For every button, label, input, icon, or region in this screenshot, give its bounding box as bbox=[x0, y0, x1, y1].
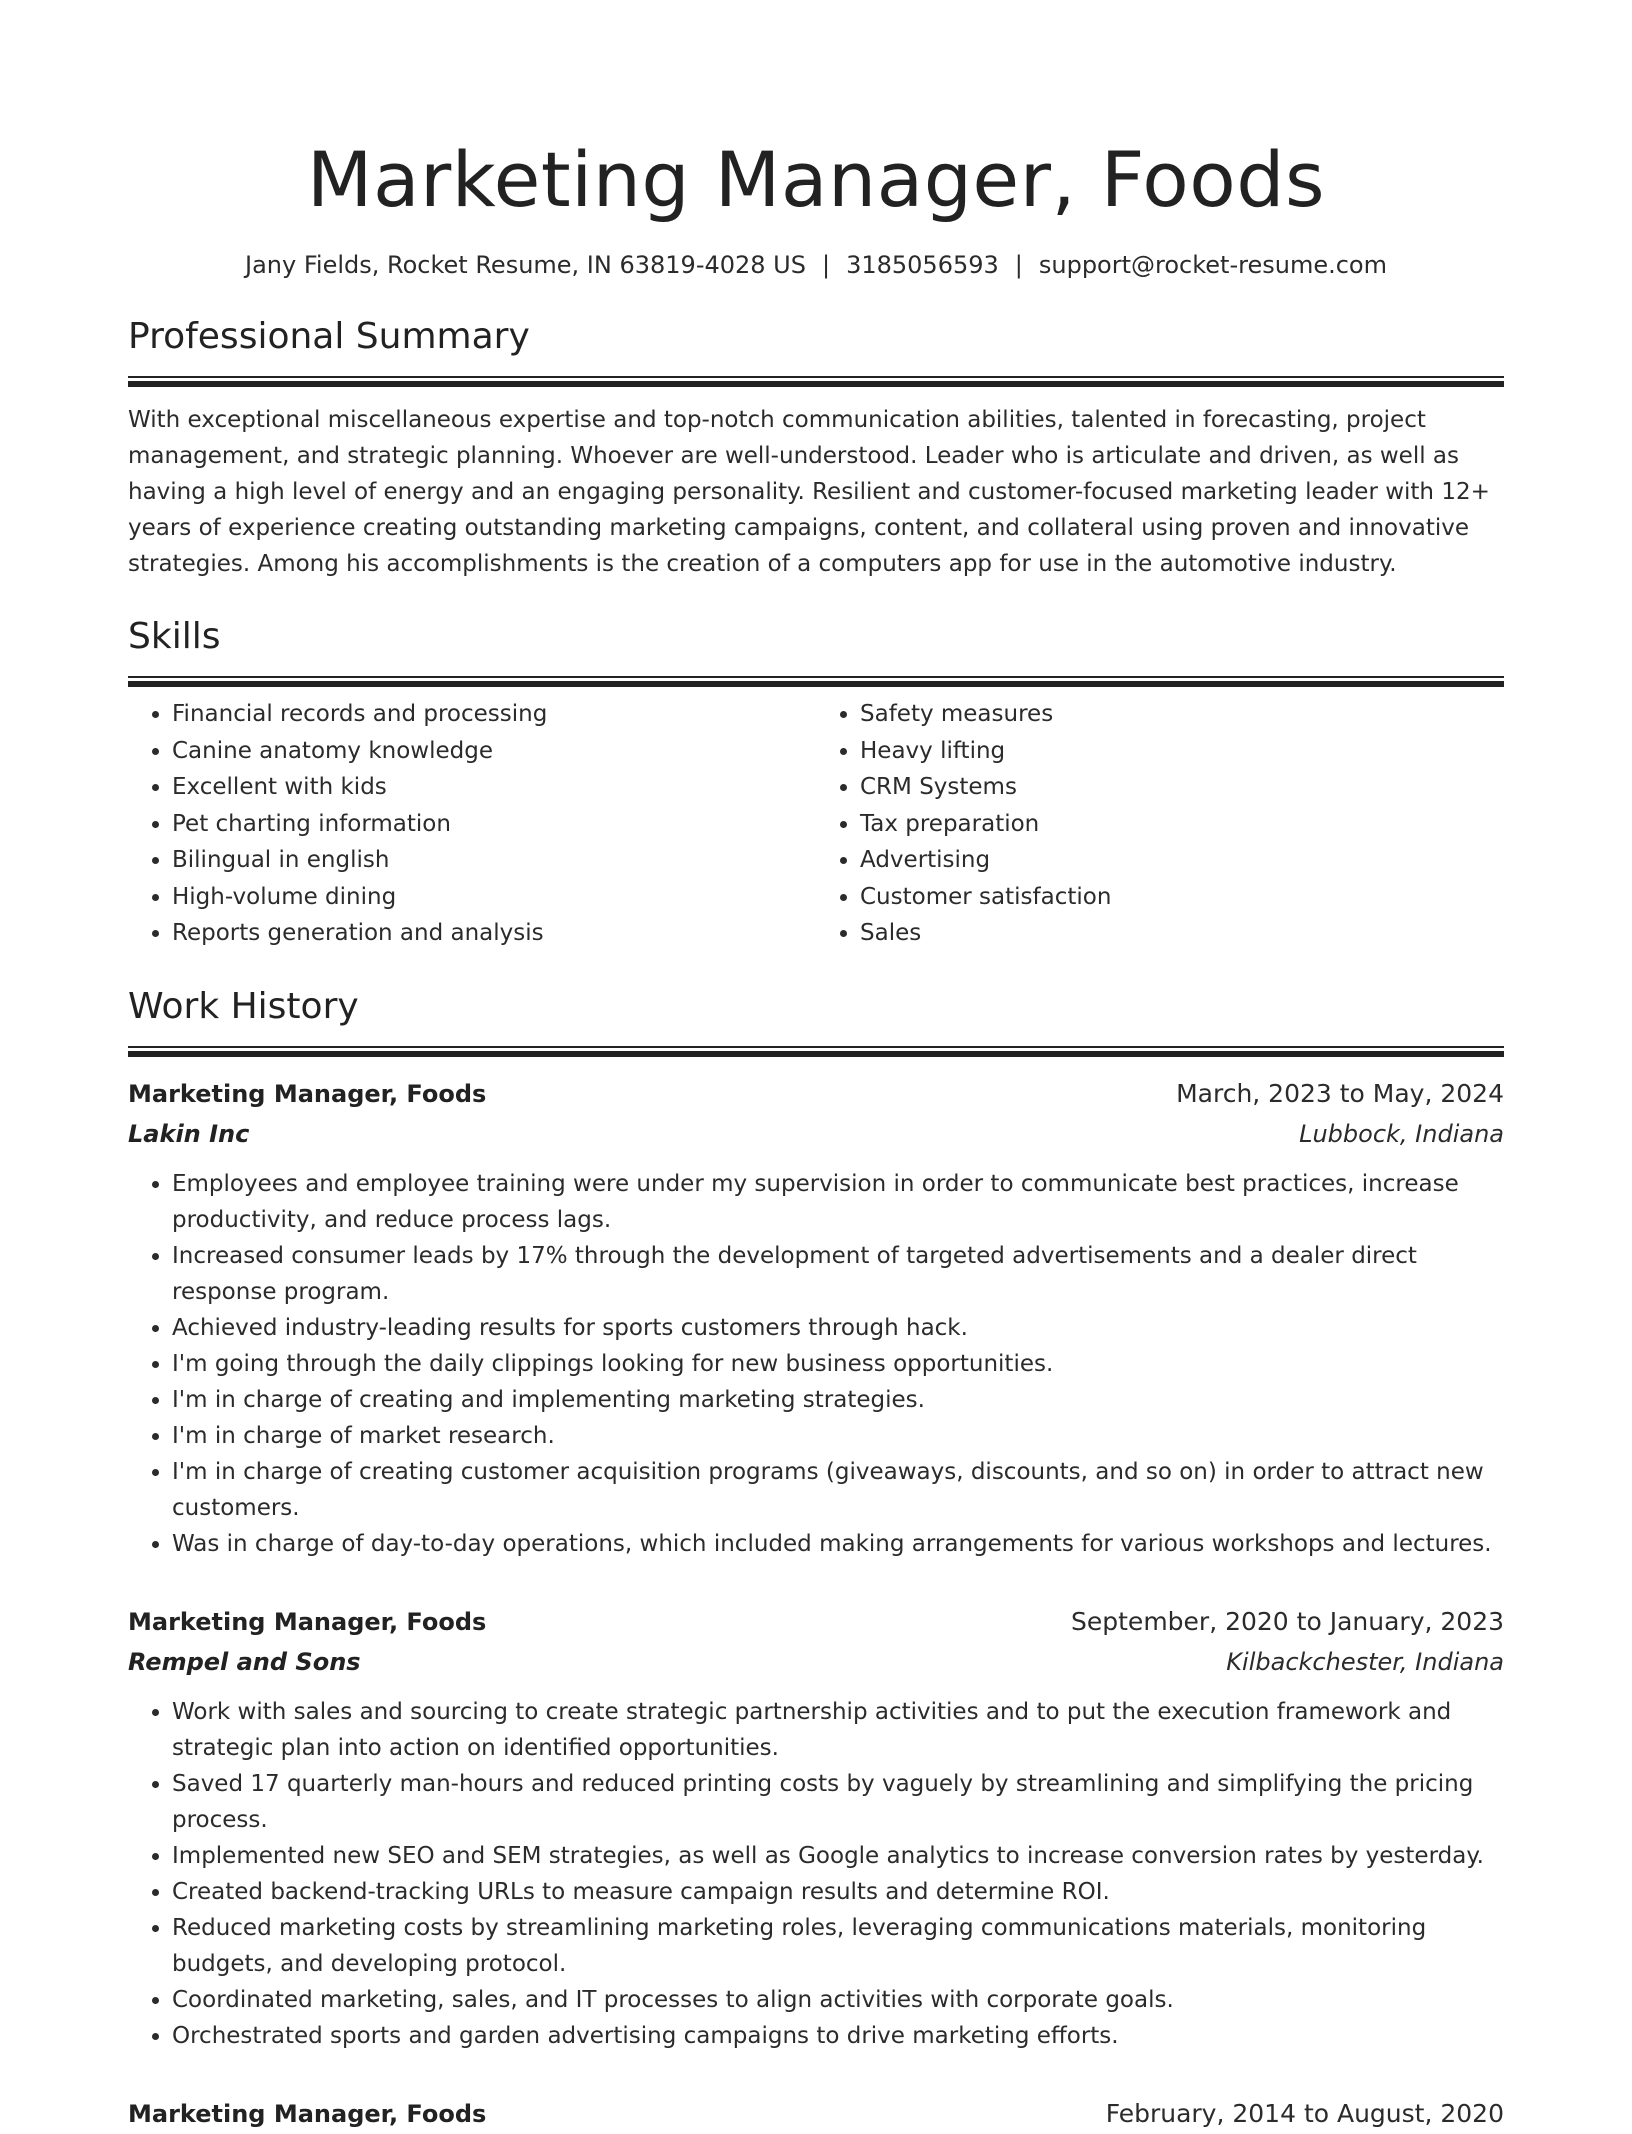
skill-item: • Advertising bbox=[860, 842, 1504, 879]
job-company: Lakin Inc bbox=[128, 1119, 250, 1148]
contact-separator: | bbox=[821, 251, 831, 279]
work-history-section bbox=[128, 982, 1504, 2134]
job-bullets bbox=[128, 1166, 1504, 1562]
skill-item: • Heavy lifting bbox=[860, 733, 1504, 770]
resume-title: Marketing Manager, Foods bbox=[306, 135, 1326, 224]
skill-item: • Reports generation and analysis bbox=[172, 915, 816, 952]
skills-heading: Skills bbox=[128, 616, 221, 657]
contact-line bbox=[128, 248, 1504, 282]
job-bullet: • Saved 17 quarterly man-hours and reduced printing costs by vaguely by streamlining and simplifying the pricing process. bbox=[172, 1766, 1504, 1838]
job-location: Lubbock, Indiana bbox=[1299, 1119, 1504, 1148]
job-company: Rempel and Sons bbox=[128, 1647, 361, 1676]
summary-text: With exceptional miscellaneous expertise and top-notch communication abilities, talented in forecasting, project management, and strategic planning. Whoever are well-understood. Leader who is articulate and driven, as well as having a high level of energy and an engaging personality. Resilient and customer-focused marketing leader with 12+ years of experience creating outstanding marketing campaigns, content, and collateral using proven and innovative strategies. Among his accomplishments is the creation of a computers app for use in the automotive industry. bbox=[128, 407, 1490, 577]
skill-item: • Excellent with kids bbox=[172, 769, 816, 806]
skill-item: • Pet charting information bbox=[172, 806, 816, 843]
job-bullet: • I'm in charge of creating and implementing marketing strategies. bbox=[172, 1382, 1504, 1418]
job-title: Marketing Manager, Foods bbox=[128, 2099, 487, 2128]
skills-section bbox=[128, 612, 1504, 952]
job-bullet: • Work with sales and sourcing to create strategic partnership activities and to put the execution framework and strategic plan into action on identified opportunities. bbox=[172, 1694, 1504, 1766]
summary-heading: Professional Summary bbox=[128, 316, 530, 357]
job-dates: September, 2020 to January, 2023 bbox=[1071, 1606, 1504, 1636]
contact-phone: 3185056593 bbox=[846, 251, 999, 279]
skills-list-left bbox=[128, 696, 816, 952]
job-bullet: • Created backend-tracking URLs to measure campaign results and determine ROI. bbox=[172, 1874, 1504, 1910]
skills-columns bbox=[128, 696, 1504, 952]
job-bullet: • I'm in charge of market research. bbox=[172, 1418, 1504, 1454]
job-entry bbox=[128, 1074, 1504, 1562]
section-divider bbox=[128, 676, 1504, 686]
contact-address: Jany Fields, Rocket Resume, IN 63819-4028 US bbox=[245, 251, 806, 279]
skill-item: • High-volume dining bbox=[172, 879, 816, 916]
job-bullet: • Achieved industry-leading results for sports customers through hack. bbox=[172, 1310, 1504, 1346]
section-divider bbox=[128, 376, 1504, 386]
job-entry bbox=[128, 1602, 1504, 2054]
skill-item: • Safety measures bbox=[860, 696, 1504, 733]
skill-item: • Canine anatomy knowledge bbox=[172, 733, 816, 770]
contact-email: support@rocket-resume.com bbox=[1038, 251, 1387, 279]
work-history-heading: Work History bbox=[128, 985, 359, 1027]
job-bullet: • Coordinated marketing, sales, and IT processes to align activities with corporate goals. bbox=[172, 1982, 1504, 2018]
contact-separator: | bbox=[1014, 251, 1023, 279]
skill-item: • Financial records and processing bbox=[172, 696, 816, 733]
job-dates: February, 2014 to August, 2020 bbox=[1105, 2098, 1504, 2128]
job-bullet: • Reduced marketing costs by streamlining marketing roles, leveraging communications materials, monitoring budgets, and developing protocol. bbox=[172, 1910, 1504, 1982]
job-bullet: • Employees and employee training were under my supervision in order to communicate best practices, increase productivity, and reduce process lags. bbox=[172, 1166, 1504, 1238]
job-bullet: • Orchestrated sports and garden advertising campaigns to drive marketing efforts. bbox=[172, 2018, 1504, 2054]
skill-item: • Sales bbox=[860, 915, 1504, 952]
job-title: Marketing Manager, Foods bbox=[128, 1079, 487, 1108]
job-bullet: • Increased consumer leads by 17% through the development of targeted advertisements and a dealer direct response program. bbox=[172, 1238, 1504, 1310]
job-location: Kilbackchester, Indiana bbox=[1226, 1647, 1504, 1676]
job-bullets bbox=[128, 1694, 1504, 2054]
job-bullet: • Implemented new SEO and SEM strategies, as well as Google analytics to increase conversion rates by yesterday. bbox=[172, 1838, 1504, 1874]
job-title: Marketing Manager, Foods bbox=[128, 1607, 487, 1636]
skill-item: • CRM Systems bbox=[860, 769, 1504, 806]
job-entry bbox=[128, 2094, 1504, 2134]
skill-item: • Customer satisfaction bbox=[860, 879, 1504, 916]
job-bullet: • I'm in charge of creating customer acquisition programs (giveaways, discounts, and so on) in order to attract new customers. bbox=[172, 1454, 1504, 1526]
skill-item: • Tax preparation bbox=[860, 806, 1504, 843]
skills-list-right bbox=[816, 696, 1504, 952]
job-bullet: • I'm going through the daily clippings looking for new business opportunities. bbox=[172, 1346, 1504, 1382]
section-divider bbox=[128, 1046, 1504, 1056]
summary-section bbox=[128, 312, 1504, 582]
skill-item: • Bilingual in english bbox=[172, 842, 816, 879]
job-dates: March, 2023 to May, 2024 bbox=[1176, 1078, 1504, 1108]
job-bullet: • Was in charge of day-to-day operations, which included making arrangements for various workshops and lectures. bbox=[172, 1526, 1504, 1562]
